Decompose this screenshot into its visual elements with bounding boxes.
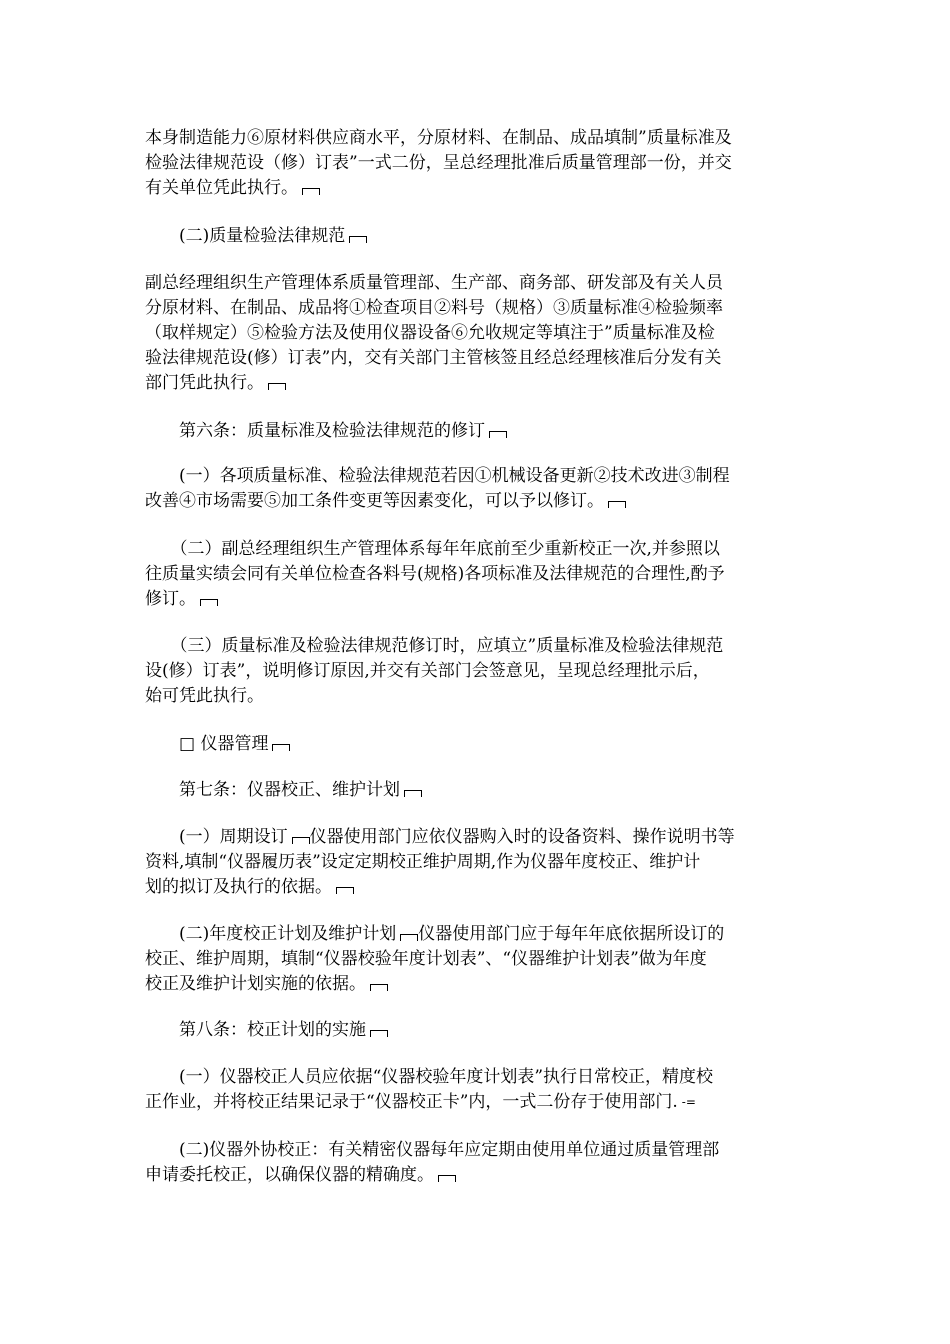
- text-line: □ 仪器管理: [145, 734, 269, 754]
- paragraph-mark-icon: [302, 188, 320, 195]
- text-line: 仪器使用部门应于每年年底依据所设订的: [418, 924, 725, 944]
- text-line: 副总经理组织生产管理体系质量管理部、生产部、商务部、研发部及有关人员: [145, 273, 723, 293]
- text-line: 始可凭此执行。: [145, 686, 264, 706]
- text-line: 分原材料、在制品、成品将①检查项目②料号（规格）③质量标准④检验频率: [145, 298, 723, 318]
- paragraph-mark-alt-icon: -=: [681, 1095, 696, 1109]
- paragraph-mark-icon: [404, 790, 422, 797]
- text-line: 修订。: [145, 589, 196, 609]
- paragraph-10: [145, 825, 805, 900]
- text-line: 资料,填制“仪器履历表”设定定期校正维护周期,作为仪器年度校正、维护计: [145, 852, 701, 872]
- paragraph-mark-icon: [292, 837, 310, 844]
- paragraph-11: [145, 922, 805, 997]
- text-line: （二）副总经理组织生产管理体系每年年底前至少重新校正一次,并参照以: [145, 539, 720, 559]
- text-line: 第六条：质量标准及检验法律规范的修订: [145, 421, 485, 441]
- paragraph-5: [145, 464, 805, 514]
- article-heading-8: [145, 1018, 805, 1043]
- text-line: 第七条：仪器校正、维护计划: [145, 780, 400, 800]
- article-heading-7: [145, 778, 805, 803]
- paragraph-6: [145, 537, 805, 612]
- text-line: 校正及维护计划实施的依据。: [145, 974, 366, 994]
- text-line: 校正、维护周期，填制“仪器校验年度计划表”、“仪器维护计划表”做为年度: [145, 949, 707, 969]
- section-heading-2: [145, 224, 805, 249]
- text-line: 正作业，并将校正结果记录于“仪器校正卡”内，一式二份存于使用部门.: [145, 1092, 678, 1112]
- paragraph-mark-icon: [489, 431, 507, 438]
- paragraph-mark-icon: [268, 383, 286, 390]
- paragraph-mark-icon: [370, 984, 388, 991]
- paragraph-mark-icon: [370, 1030, 388, 1037]
- paragraph-mark-icon: [272, 744, 290, 751]
- text-line: 第八条：校正计划的实施: [145, 1020, 366, 1040]
- text-line: 划的拟订及执行的依据。: [145, 877, 332, 897]
- text-line: 有关单位凭此执行。: [145, 178, 298, 198]
- text-line: 仪器使用部门应依仪器购入时的设备资料、操作说明书等: [309, 827, 735, 847]
- article-heading-6: [145, 419, 805, 444]
- text-line: （三）质量标准及检验法律规范修订时，应填立”质量标准及检验法律规范: [145, 636, 724, 656]
- paragraph-mark-icon: [349, 236, 367, 243]
- text-line: (一）周期设订: [145, 827, 288, 847]
- paragraph-mark-icon: [336, 887, 354, 894]
- text-line: (一）仪器校正人员应依据“仪器校验年度计划表”执行日常校正，精度校: [145, 1067, 714, 1087]
- paragraph-7: [145, 634, 805, 709]
- paragraph-14: [145, 1138, 805, 1188]
- text-line: 设(修）订表”，说明修订原因,并交有关部门会签意见，呈现总经理批示后，: [145, 661, 710, 681]
- text-line: 申请委托校正，以确保仪器的精确度。: [145, 1165, 434, 1185]
- paragraph-mark-icon: [608, 501, 626, 508]
- paragraph-mark-icon: [200, 599, 218, 606]
- paragraph-mark-icon: [400, 934, 418, 941]
- text-line: 验法律规范设(修）订表”内，交有关部门主管核签且经总经理核准后分发有关: [145, 348, 722, 368]
- paragraph-3: [145, 271, 805, 396]
- text-line: 改善④市场需要⑤加工条件变更等因素变化，可以予以修订。: [145, 491, 604, 511]
- text-line: 本身制造能力⑥原材料供应商水平，分原材料、在制品、成品填制”质量标准及: [145, 128, 732, 148]
- text-line: 检验法律规范设（修）订表”一式二份，呈总经理批准后质量管理部一份，并交: [145, 153, 732, 173]
- text-line: (二)仪器外协校正：有关精密仪器每年应定期由使用单位通过质量管理部: [145, 1140, 720, 1160]
- text-line: (一）各项质量标准、检验法律规范若因①机械设备更新②技术改进③制程: [145, 466, 730, 486]
- section-heading-instruments: [145, 732, 805, 757]
- text-line: 往质量实绩会同有关单位检查各料号(规格)各项标准及法律规范的合理性,酌予: [145, 564, 725, 584]
- text-line: （取样规定）⑤检验方法及使用仪器设备⑥允收规定等填注于”质量标准及检: [145, 323, 715, 343]
- text-line: 部门凭此执行。: [145, 373, 264, 393]
- text-line: (二)质量检验法律规范: [145, 226, 346, 246]
- paragraph-13: [145, 1065, 805, 1115]
- paragraph-mark-icon: [438, 1175, 456, 1182]
- text-line: (二)年度校正计划及维护计划: [145, 924, 397, 944]
- paragraph-1: [145, 126, 805, 201]
